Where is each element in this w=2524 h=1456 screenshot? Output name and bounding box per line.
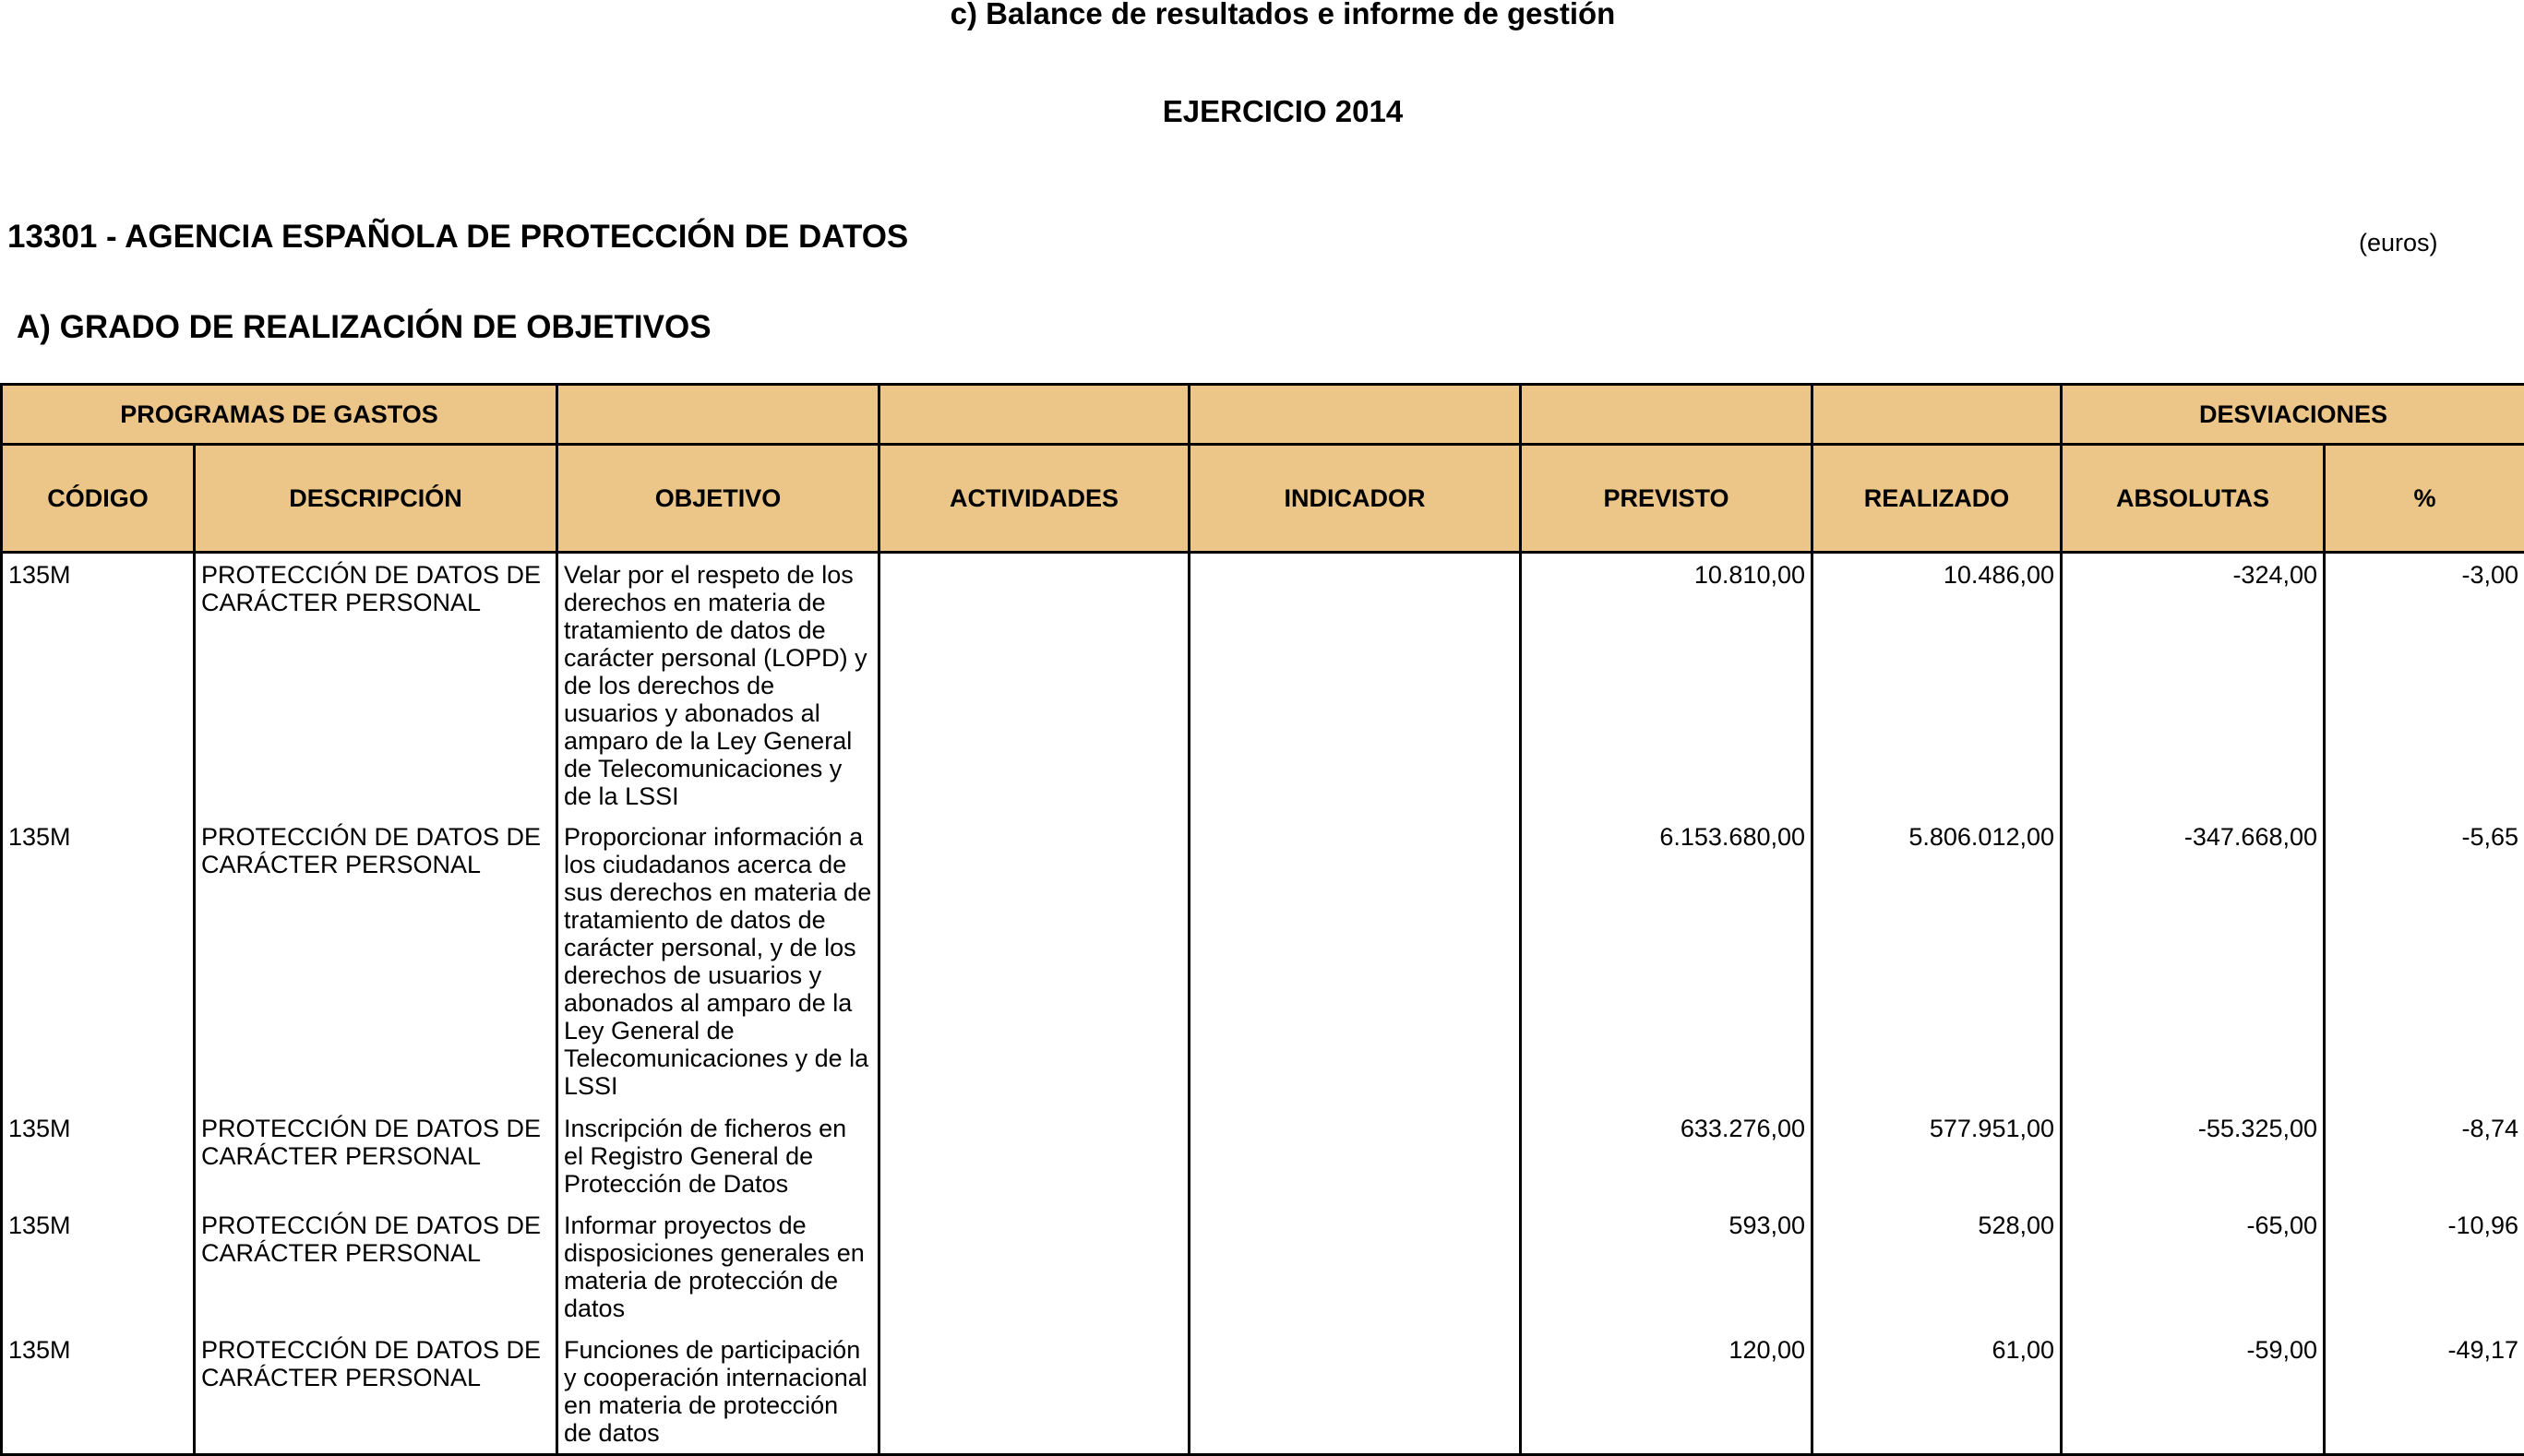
cell-previsto: 10.810,00 [1521,553,1812,816]
group-header-empty [557,385,879,445]
cell-porcentaje: -5,65 [2325,816,2524,1107]
subtitle: A) GRADO DE REALIZACIÓN DE OBJETIVOS [17,309,712,345]
exercise-title: EJERCICIO 2014 [1162,94,1404,128]
cell-codigo: 135M [2,1329,195,1455]
column-header-porcentaje: % [2325,445,2524,553]
cell-codigo: 135M [2,1204,195,1329]
objectives-table [0,383,2524,1456]
cell-absolutas: -347.668,00 [2062,816,2325,1107]
column-header-indicador: INDICADOR [1190,445,1521,553]
cell-actividades [879,1204,1190,1329]
cell-codigo: 135M [2,816,195,1107]
table-row [2,1329,2524,1455]
currency-note: (euros) [2359,229,2438,257]
cell-indicador [1190,1107,1521,1204]
cell-absolutas: -324,00 [2062,553,2325,816]
cell-objetivo: Informar proyectos de disposiciones generales en materia de protección de datos [557,1204,879,1329]
group-header-programas: PROGRAMAS DE GASTOS [2,385,557,445]
cell-indicador [1190,1329,1521,1455]
group-header-empty [1812,385,2062,445]
cell-realizado: 10.486,00 [1812,553,2062,816]
column-header-absolutas: ABSOLUTAS [2062,445,2325,553]
column-header-realizado: REALIZADO [1812,445,2062,553]
column-header-actividades: ACTIVIDADES [879,445,1190,553]
cell-absolutas: -55.325,00 [2062,1107,2325,1204]
column-header-objetivo: OBJETIVO [557,445,879,553]
cell-objetivo: Proporcionar información a los ciudadanos acerca de sus derechos en materia de tratamiento de datos de carácter personal, y de los derechos de usuarios y abonados al amparo de la Ley General de Telecomunicaciones y de la LSSI [557,816,879,1107]
cell-porcentaje: -3,00 [2325,553,2524,816]
column-header-row [2,445,2524,553]
cell-previsto: 593,00 [1521,1204,1812,1329]
cell-porcentaje: -49,17 [2325,1329,2524,1455]
cell-realizado: 61,00 [1812,1329,2062,1455]
cell-descripcion: PROTECCIÓN DE DATOS DE CARÁCTER PERSONAL [195,816,557,1107]
section-title: c) Balance de resultados e informe de gestión [950,0,1616,30]
cell-actividades [879,1107,1190,1204]
cell-actividades [879,553,1190,816]
table-row [2,816,2524,1107]
cell-objetivo: Velar por el respeto de los derechos en materia de tratamiento de datos de carácter personal (LOPD) y de los derechos de usuarios y abonados al amparo de la Ley General de Telecomunicaciones y de la LSSI [557,553,879,816]
cell-indicador [1190,816,1521,1107]
cell-realizado: 577.951,00 [1812,1107,2062,1204]
cell-descripcion: PROTECCIÓN DE DATOS DE CARÁCTER PERSONAL [195,1107,557,1204]
cell-descripcion: PROTECCIÓN DE DATOS DE CARÁCTER PERSONAL [195,1204,557,1329]
cell-previsto: 633.276,00 [1521,1107,1812,1204]
column-header-codigo: CÓDIGO [2,445,195,553]
cell-absolutas: -65,00 [2062,1204,2325,1329]
group-header-empty [879,385,1190,445]
cell-objetivo: Funciones de participación y cooperación internacional en materia de protección de datos [557,1329,879,1455]
cell-porcentaje: -8,74 [2325,1107,2524,1204]
group-header-row [2,385,2524,445]
group-header-desviaciones: DESVIACIONES [2062,385,2524,445]
cell-codigo: 135M [2,553,195,816]
cell-objetivo: Inscripción de ficheros en el Registro General de Protección de Datos [557,1107,879,1204]
cell-codigo: 135M [2,1107,195,1204]
cell-actividades [879,1329,1190,1455]
cell-previsto: 6.153.680,00 [1521,816,1812,1107]
table-row [2,1204,2524,1329]
cell-previsto: 120,00 [1521,1329,1812,1455]
column-header-previsto: PREVISTO [1521,445,1812,553]
group-header-empty [1190,385,1521,445]
cell-realizado: 5.806.012,00 [1812,816,2062,1107]
cell-realizado: 528,00 [1812,1204,2062,1329]
column-header-descripcion: DESCRIPCIÓN [195,445,557,553]
cell-absolutas: -59,00 [2062,1329,2325,1455]
entity-title: 13301 - AGENCIA ESPAÑOLA DE PROTECCIÓN DE DATOS [7,219,909,255]
cell-descripcion: PROTECCIÓN DE DATOS DE CARÁCTER PERSONAL [195,1329,557,1455]
cell-indicador [1190,553,1521,816]
group-header-empty [1521,385,1812,445]
cell-porcentaje: -10,96 [2325,1204,2524,1329]
table-row [2,553,2524,816]
cell-actividades [879,816,1190,1107]
cell-indicador [1190,1204,1521,1329]
cell-descripcion: PROTECCIÓN DE DATOS DE CARÁCTER PERSONAL [195,553,557,816]
table-row [2,1107,2524,1204]
